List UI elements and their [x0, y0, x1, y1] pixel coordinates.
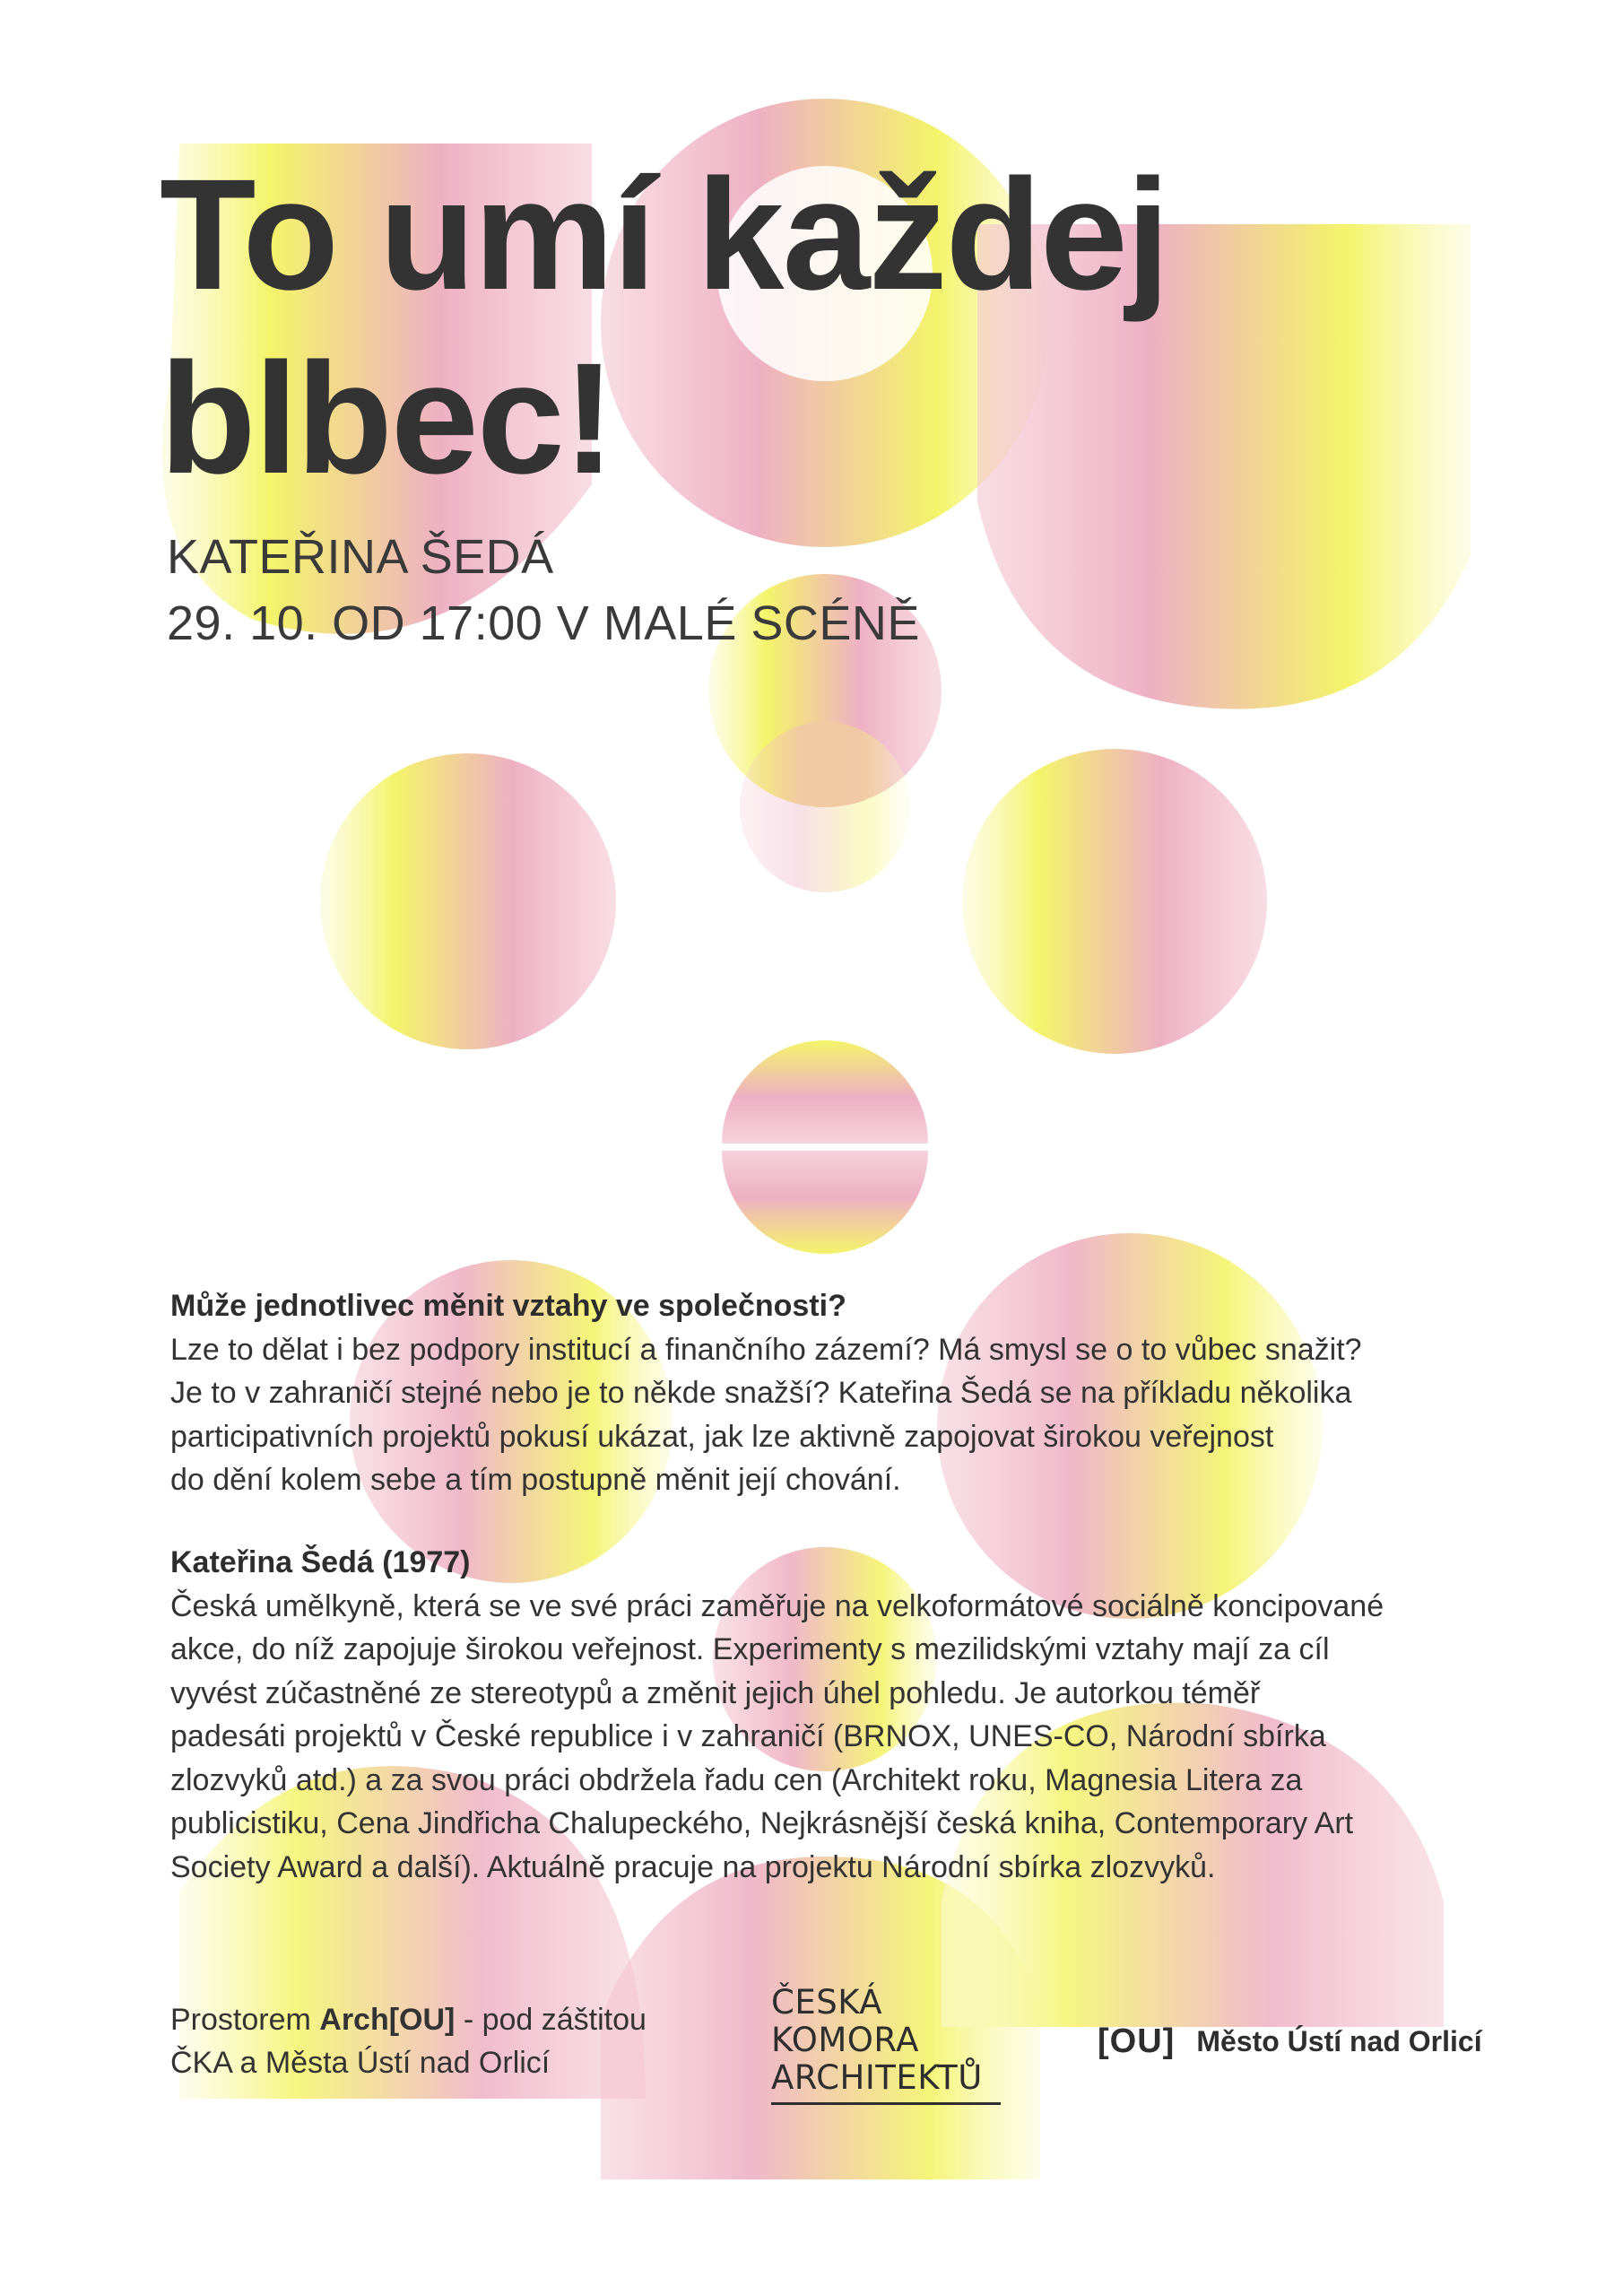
- arch-ou-brand: Arch[OU]: [319, 2003, 456, 2037]
- bio-heading: Kateřina Šedá (1977): [170, 1545, 471, 1579]
- title-line-2: blbec!: [160, 331, 614, 507]
- intro-paragraph: [170, 1328, 1533, 1502]
- title-line-1: To umí každej: [160, 147, 1168, 323]
- bio-line: vyvést zúčastněné ze stereotypů a změnit jejich úhel pohledu. Je autorkou téměř: [170, 1675, 1261, 1710]
- intro-heading: Může jednotlivec měnit vztahy ve společnosti?: [170, 1289, 846, 1323]
- intro-line: Je to v zahraničí stejné nebo je to někde snažší? Kateřina Šedá se na příkladu několika: [170, 1376, 1352, 1410]
- credit-line-2: ČKA a Města Ústí nad Orlicí: [170, 2046, 551, 2080]
- bio-line: akce, do níž zapojuje širokou veřejnost. Experimenty s mezilidskými vztahy mají za cíl: [170, 1632, 1330, 1666]
- bio-line: Society Award a další). Aktuálně pracuje na projektu Národní sbírka zlozvyků.: [170, 1849, 1216, 1884]
- bio-line: Česká umělkyně, která se ve své práci zaměřuje na velkoformátové sociálně koncipované: [170, 1588, 1384, 1623]
- city-name: Město Ústí nad Orlicí: [1196, 2025, 1482, 2057]
- intro-section: [170, 1284, 1533, 1502]
- ou-mark: [OU]: [1098, 2022, 1176, 2060]
- split-circle-top: [722, 1040, 928, 1144]
- circle-right: [962, 749, 1267, 1054]
- event-date-venue: 29. 10. OD 17:00 V MALÉ SCÉNĚ: [167, 596, 920, 650]
- cka-logo: ČESKÁ KOMORA ARCHITEKTŮ: [771, 1984, 1001, 2105]
- circle-left: [320, 753, 616, 1049]
- circle-center: [740, 722, 910, 892]
- city-logo: [1098, 2022, 1482, 2061]
- bio-line: zlozvyků atd.) a za svou práci obdržela řadu cen (Architekt roku, Magnesia Litera za: [170, 1762, 1303, 1797]
- speaker-name: KATEŘINA ŠEDÁ: [167, 530, 554, 584]
- event-info: [167, 524, 920, 657]
- credit-line-1: Prostorem Arch[OU] - pod záštitou: [170, 2003, 647, 2037]
- bio-line: padesáti projektů v České republice i v zahraničí (BRNOX, UNES-CO, Národní sbírka: [170, 1719, 1326, 1753]
- intro-line: do dění kolem sebe a tím postupně měnit její chování.: [170, 1463, 901, 1497]
- intro-line: Lze to dělat i bez podpory institucí a finančního zázemí? Má smysl se o to vůbec snažit?: [170, 1332, 1362, 1367]
- intro-line: participativních projektů pokusí ukázat, jak lze aktivně zapojovat širokou veřejnost: [170, 1419, 1274, 1454]
- footer-credit: [170, 1998, 647, 2084]
- bio-paragraph: [170, 1585, 1533, 1890]
- split-circle-bottom: [722, 1151, 928, 1254]
- poster-title: [160, 144, 1325, 511]
- cka-logo-underline: [771, 2102, 1001, 2105]
- bio-section: [170, 1541, 1533, 1889]
- bio-line: publicistiku, Cena Jindřicha Chalupeckého, Nejkrásnější česká kniha, Contemporary Art: [170, 1806, 1354, 1840]
